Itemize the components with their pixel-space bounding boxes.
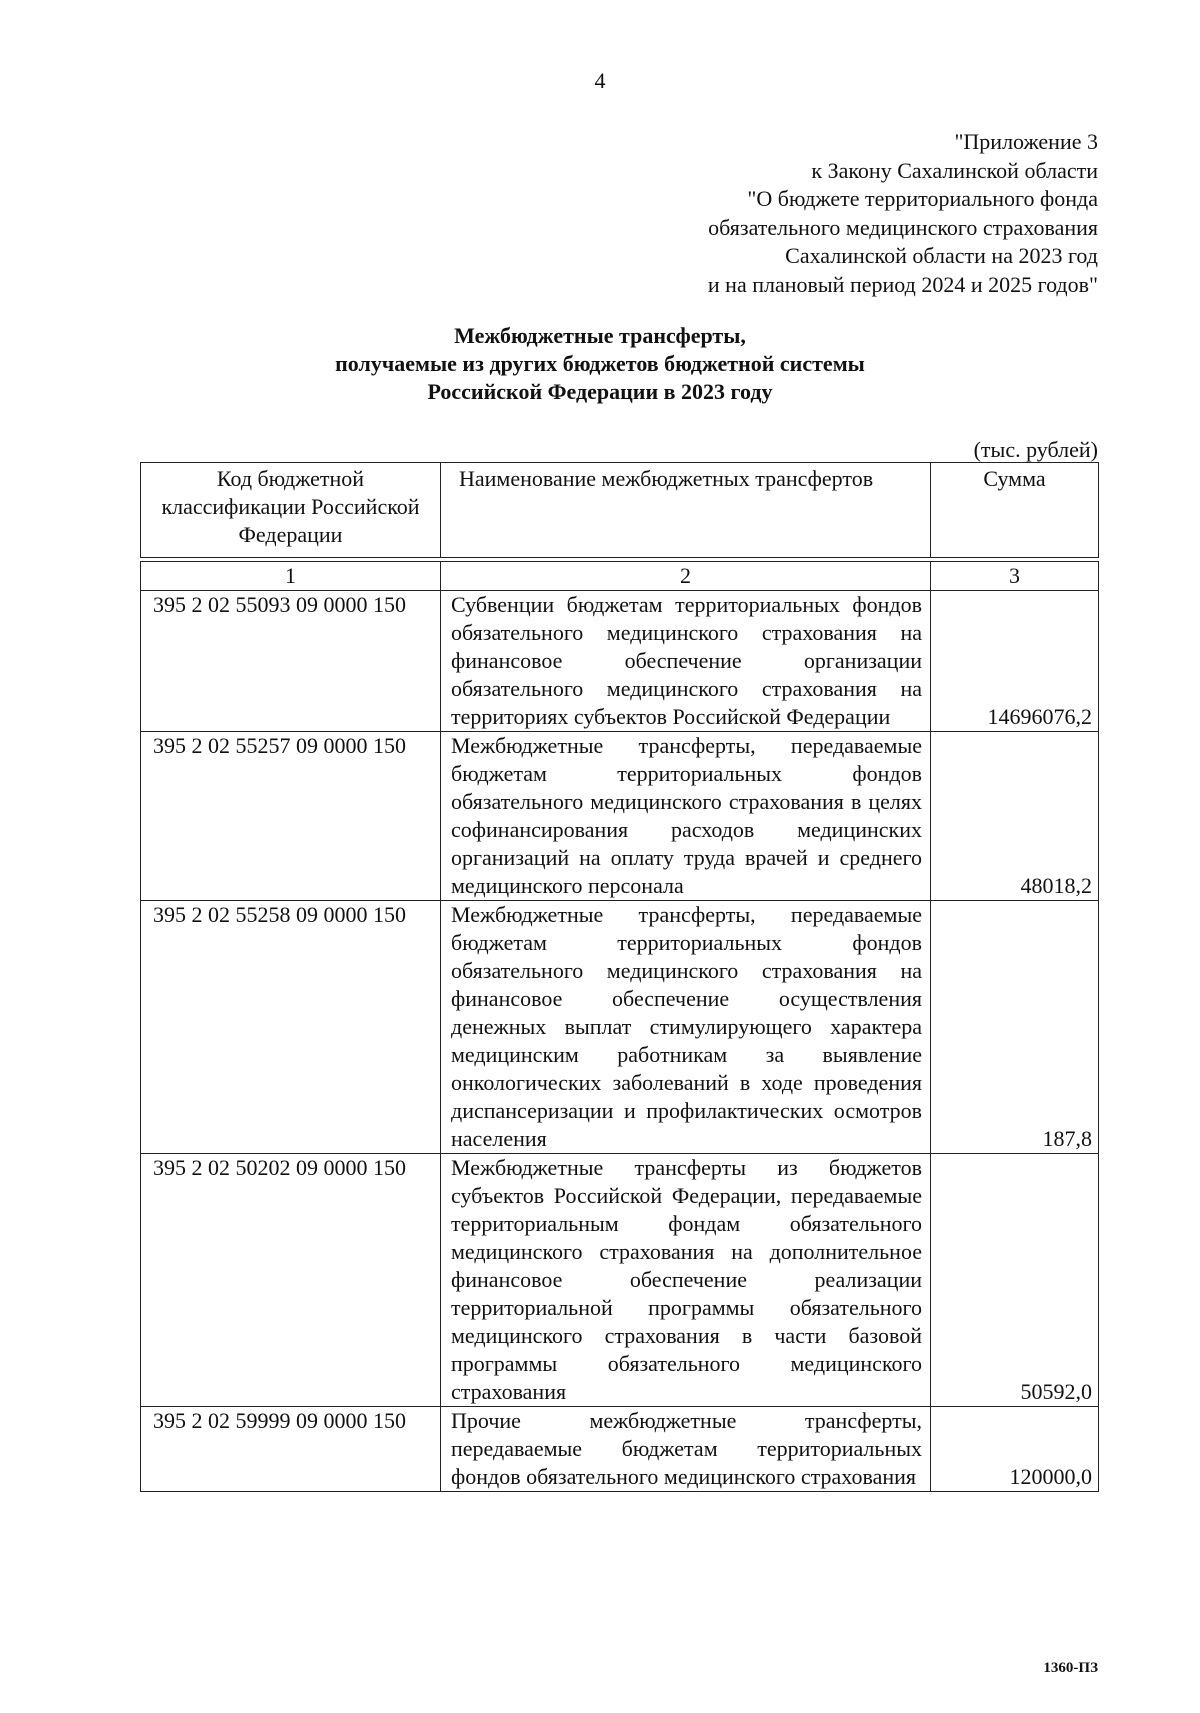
- column-number: 2: [441, 562, 931, 591]
- transfer-sum: 48018,2: [931, 732, 1099, 901]
- title-line: Российской Федерации в 2023 году: [427, 379, 773, 404]
- header-sum: Сумма: [931, 463, 1099, 558]
- document-code: 1360-ПЗ: [1043, 1660, 1098, 1676]
- budget-code: 395 2 02 59999 09 0000 150: [141, 1407, 441, 1492]
- title-line: получаемые из других бюджетов бюджетной системы: [335, 351, 865, 376]
- transfer-name: Межбюджетные трансферты, передаваемые бюджетам территориальных фондов обязательного медицинского страхования в целях софинансирования расходов медицинских организаций на оплату труда врачей и среднего медицинского персонала: [441, 732, 931, 901]
- transfer-sum: 120000,0: [931, 1407, 1099, 1492]
- appendix-line: "Приложение 3: [954, 129, 1098, 154]
- table-row: [141, 901, 1099, 1154]
- header-name: Наименование межбюджетных трансфертов: [441, 463, 931, 558]
- table-row: [141, 1154, 1099, 1407]
- appendix-line: к Закону Сахалинской области: [811, 157, 1098, 183]
- budget-code: 395 2 02 55093 09 0000 150: [141, 591, 441, 732]
- column-number: 3: [931, 562, 1099, 591]
- table-row: [141, 591, 1099, 732]
- column-number: 1: [141, 562, 441, 591]
- transfer-sum: 14696076,2: [931, 591, 1099, 732]
- table-header-row: [141, 463, 1099, 558]
- transfer-sum: 50592,0: [931, 1154, 1099, 1407]
- transfer-name: Межбюджетные трансферты из бюджетов субъектов Российской Федерации, передаваемые территориальным фондам обязательного медицинского страхования на дополнительное финансовое обеспечение реализации территориальной программы обязательного медицинского страхования в части базовой программы обязательного медицинского страхования: [441, 1154, 931, 1407]
- unit-label: (тыс. рублей): [973, 437, 1098, 462]
- transfers-table: [140, 462, 1099, 1492]
- appendix-line: обязательного медицинского страхования: [708, 214, 1098, 240]
- table-row: [141, 1407, 1099, 1492]
- appendix-line: Сахалинской области на 2023 год: [785, 243, 1098, 268]
- table-row: [141, 732, 1099, 901]
- transfer-name: Межбюджетные трансферты, передаваемые бюджетам территориальных фондов обязательного медицинского страхования на финансовое обеспечение осуществления денежных выплат стимулирующего характера медицинским работникам за выявление онкологических заболеваний в ходе проведения диспансеризации и профилактических осмотров населения: [441, 901, 931, 1154]
- appendix-header: [708, 128, 1098, 299]
- title-line: Межбюджетные трансферты,: [454, 323, 746, 348]
- appendix-line: и на плановый период 2024 и 2025 годов": [707, 271, 1098, 297]
- budget-code: 395 2 02 55257 09 0000 150: [141, 732, 441, 901]
- transfer-sum: 187,8: [931, 901, 1099, 1154]
- page-number: 4: [594, 68, 606, 93]
- document-title: [0, 322, 1200, 406]
- transfer-name: Субвенции бюджетам территориальных фондов обязательного медицинского страхования на финансовое обеспечение организации обязательного медицинского страхования на территориях субъектов Российской Федерации: [441, 591, 931, 732]
- transfer-name: Прочие межбюджетные трансферты, передаваемые бюджетам территориальных фондов обязательного медицинского страхования: [441, 1407, 931, 1492]
- column-number-row: [141, 562, 1099, 591]
- appendix-line: "О бюджете территориального фонда: [747, 186, 1098, 211]
- budget-code: 395 2 02 50202 09 0000 150: [141, 1154, 441, 1407]
- header-code: Код бюджетной классификации Российской Федерации: [141, 463, 441, 558]
- budget-code: 395 2 02 55258 09 0000 150: [141, 901, 441, 1154]
